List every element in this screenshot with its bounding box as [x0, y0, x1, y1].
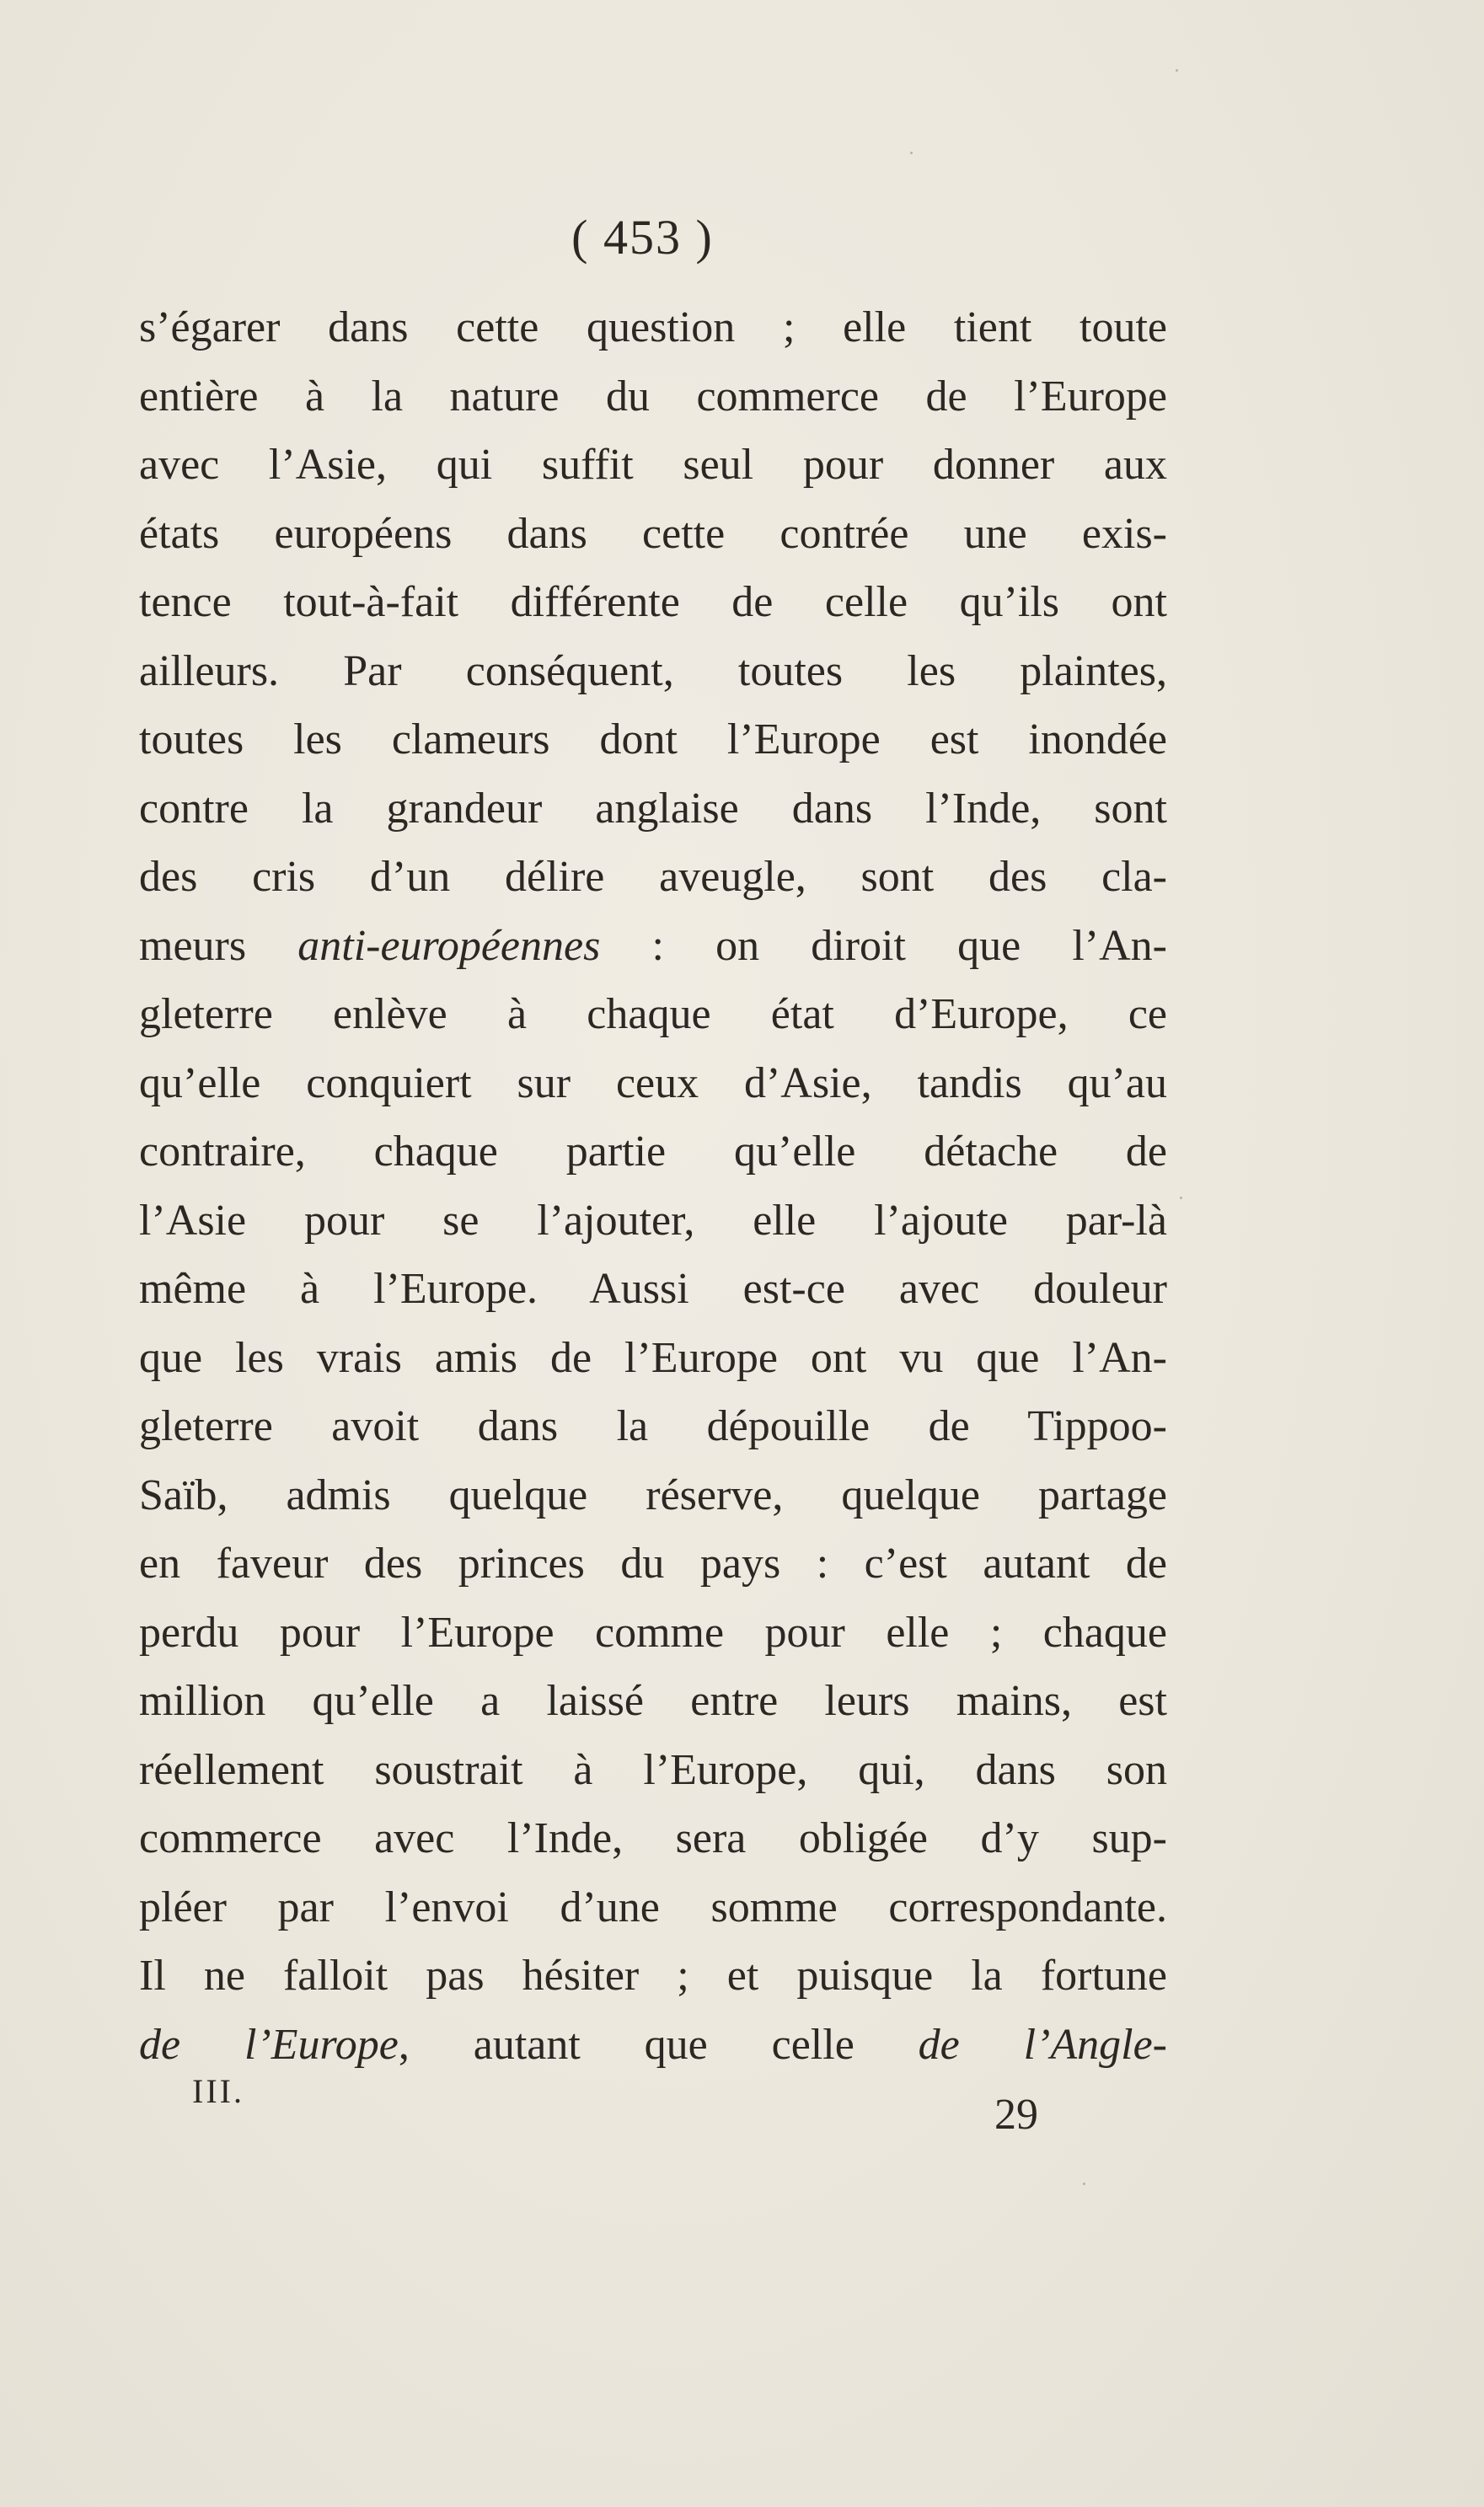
text-run: commerce avec l’Inde, sera obligée d’y sup- — [139, 1814, 1167, 1862]
text-run: s’égarer dans cette question ; elle tient toute — [139, 303, 1167, 351]
text-line — [139, 637, 1167, 706]
text-line — [139, 1255, 1167, 1324]
text-line — [139, 431, 1167, 500]
text-run: : on diroit que l’An- — [600, 921, 1167, 970]
text-run: contre la grandeur anglaise dans l’Inde, sont — [139, 784, 1167, 833]
sheet-number: 29 — [994, 2091, 1038, 2139]
text-line — [139, 1667, 1167, 1736]
text-line — [139, 1392, 1167, 1461]
text-run: ailleurs. Par conséquent, toutes les plaintes, — [139, 646, 1167, 695]
text-run: meurs — [139, 921, 298, 970]
text-line — [139, 705, 1167, 774]
text-line — [139, 1049, 1167, 1118]
text-run: des cris d’un délire aveugle, sont des cla- — [139, 853, 1167, 901]
text-run: qu’elle conquiert sur ceux d’Asie, tandis qu’au — [139, 1058, 1167, 1107]
paper-speck — [1083, 2183, 1085, 2185]
text-run: gleterre enlève à chaque état d’Europe, ce — [139, 990, 1167, 1038]
text-line — [139, 500, 1167, 569]
text-line — [139, 912, 1167, 981]
text-line — [139, 1599, 1167, 1668]
paper-speck — [1180, 1197, 1182, 1199]
text-run: million qu’elle a laissé entre leurs mains, est — [139, 1677, 1167, 1725]
text-line — [139, 1804, 1167, 1873]
text-run: Il ne falloit pas hésiter ; et puisque la fortune — [139, 1952, 1167, 2000]
text-run: perdu pour l’Europe comme pour elle ; chaque — [139, 1608, 1167, 1657]
text-line — [139, 1529, 1167, 1599]
text-run: Saïb, admis quelque réserve, quelque partage — [139, 1470, 1167, 1519]
text-run: , autant que celle — [398, 2020, 919, 2069]
text-run: que les vrais amis de l’Europe ont vu que l’An- — [139, 1333, 1167, 1382]
italic-text: anti-européennes — [297, 921, 601, 970]
text-run: réellement soustrait à l’Europe, qui, dans son — [139, 1745, 1167, 1794]
text-run: tence tout-à-fait différente de celle qu’ils ont — [139, 578, 1167, 626]
text-run: états européens dans cette contrée une exis- — [139, 509, 1167, 558]
text-line — [139, 293, 1167, 362]
page-number-header: ( 453 ) — [571, 210, 714, 265]
text-line — [139, 1324, 1167, 1393]
text-line — [139, 2011, 1167, 2080]
text-line — [139, 774, 1167, 844]
text-line — [139, 1117, 1167, 1187]
body-text — [139, 293, 1167, 2079]
text-run: pléer par l’envoi d’une somme correspondante. — [139, 1883, 1167, 1931]
text-line — [139, 1736, 1167, 1805]
text-line — [139, 1461, 1167, 1530]
text-line — [139, 568, 1167, 637]
text-line — [139, 1942, 1167, 2011]
text-line — [139, 843, 1167, 912]
text-run: même à l’Europe. Aussi est-ce avec douleur — [139, 1265, 1167, 1313]
text-run: contraire, chaque partie qu’elle détache de — [139, 1128, 1167, 1176]
text-run: l’Asie pour se l’ajouter, elle l’ajoute par-là — [139, 1196, 1167, 1245]
text-line — [139, 980, 1167, 1049]
italic-text: de l’Europe — [139, 2020, 399, 2069]
text-run: en faveur des princes du pays : c’est autant de — [139, 1540, 1167, 1588]
text-line — [139, 1873, 1167, 1942]
paper-speck — [1176, 69, 1178, 72]
italic-text: de l’Angle- — [918, 2020, 1167, 2069]
signature-mark: III. — [192, 2072, 244, 2110]
text-line — [139, 1187, 1167, 1256]
text-run: toutes les clameurs dont l’Europe est inondée — [139, 715, 1167, 763]
paper-speck — [910, 152, 913, 154]
text-run: gleterre avoit dans la dépouille de Tippoo- — [139, 1402, 1167, 1450]
text-line — [139, 362, 1167, 431]
text-run: avec l’Asie, qui suffit seul pour donner aux — [139, 441, 1167, 489]
text-run: entière à la nature du commerce de l’Europe — [139, 372, 1167, 421]
